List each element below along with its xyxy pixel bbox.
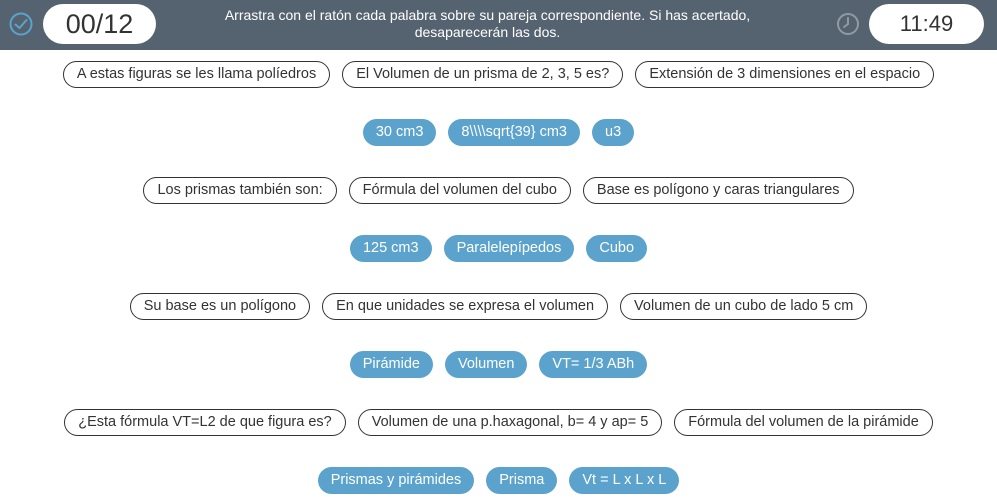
answer-chip[interactable]: Vt = L x L x L bbox=[569, 467, 679, 494]
timer: 11:49 bbox=[869, 4, 984, 44]
check-circle-icon bbox=[9, 12, 33, 36]
word-row-2 bbox=[0, 119, 997, 146]
answer-chip[interactable]: VT= 1/3 ABh bbox=[539, 351, 647, 378]
top-bar bbox=[0, 0, 997, 50]
answer-chip[interactable]: Prisma bbox=[486, 467, 557, 494]
word-row-3 bbox=[0, 177, 997, 204]
word-row-5 bbox=[0, 293, 997, 320]
word-card[interactable]: Volumen de un cubo de lado 5 cm bbox=[620, 293, 867, 320]
word-card[interactable]: El Volumen de un prisma de 2, 3, 5 es? bbox=[342, 61, 623, 88]
score-counter: 00/12 bbox=[43, 4, 156, 44]
answer-chip[interactable]: Prismas y pirámides bbox=[318, 467, 475, 494]
answer-chip[interactable]: 125 cm3 bbox=[350, 235, 432, 262]
word-row-4 bbox=[0, 235, 997, 262]
answer-chip[interactable]: u3 bbox=[592, 119, 634, 146]
word-card[interactable]: A estas figuras se les llama políedros bbox=[63, 61, 330, 88]
word-card[interactable]: Los prismas también son: bbox=[143, 177, 336, 204]
word-row-7 bbox=[0, 409, 997, 436]
answer-chip[interactable]: Paralelepípedos bbox=[444, 235, 575, 262]
word-row-1 bbox=[0, 61, 997, 88]
answer-chip[interactable]: Pirámide bbox=[350, 351, 433, 378]
word-card[interactable]: Extensión de 3 dimensiones en el espacio bbox=[635, 61, 934, 88]
answer-chip[interactable]: Volumen bbox=[445, 351, 527, 378]
word-row-8 bbox=[0, 467, 997, 494]
word-card[interactable]: En que unidades se expresa el volumen bbox=[322, 293, 608, 320]
clock-icon bbox=[836, 12, 860, 36]
word-row-6 bbox=[0, 351, 997, 378]
word-card[interactable]: Base es polígono y caras triangulares bbox=[583, 177, 854, 204]
instruction-text: Arrastra con el ratón cada palabra sobre su pareja correspondiente. Si has acertado, desaparecerán las dos. bbox=[224, 7, 751, 40]
answer-chip[interactable]: Cubo bbox=[586, 235, 647, 262]
word-card[interactable]: Su base es un polígono bbox=[130, 293, 310, 320]
word-card[interactable]: Volumen de una p.haxagonal, b= 4 y ap= 5 bbox=[358, 409, 663, 436]
answer-chip[interactable]: 30 cm3 bbox=[363, 119, 437, 146]
word-card[interactable]: Fórmula del volumen del cubo bbox=[349, 177, 571, 204]
word-card[interactable]: Fórmula del volumen de la pirámide bbox=[674, 409, 933, 436]
answer-chip[interactable]: 8\\\\sqrt{39} cm3 bbox=[448, 119, 580, 146]
word-card[interactable]: ¿Esta fórmula VT=L2 de que figura es? bbox=[64, 409, 346, 436]
